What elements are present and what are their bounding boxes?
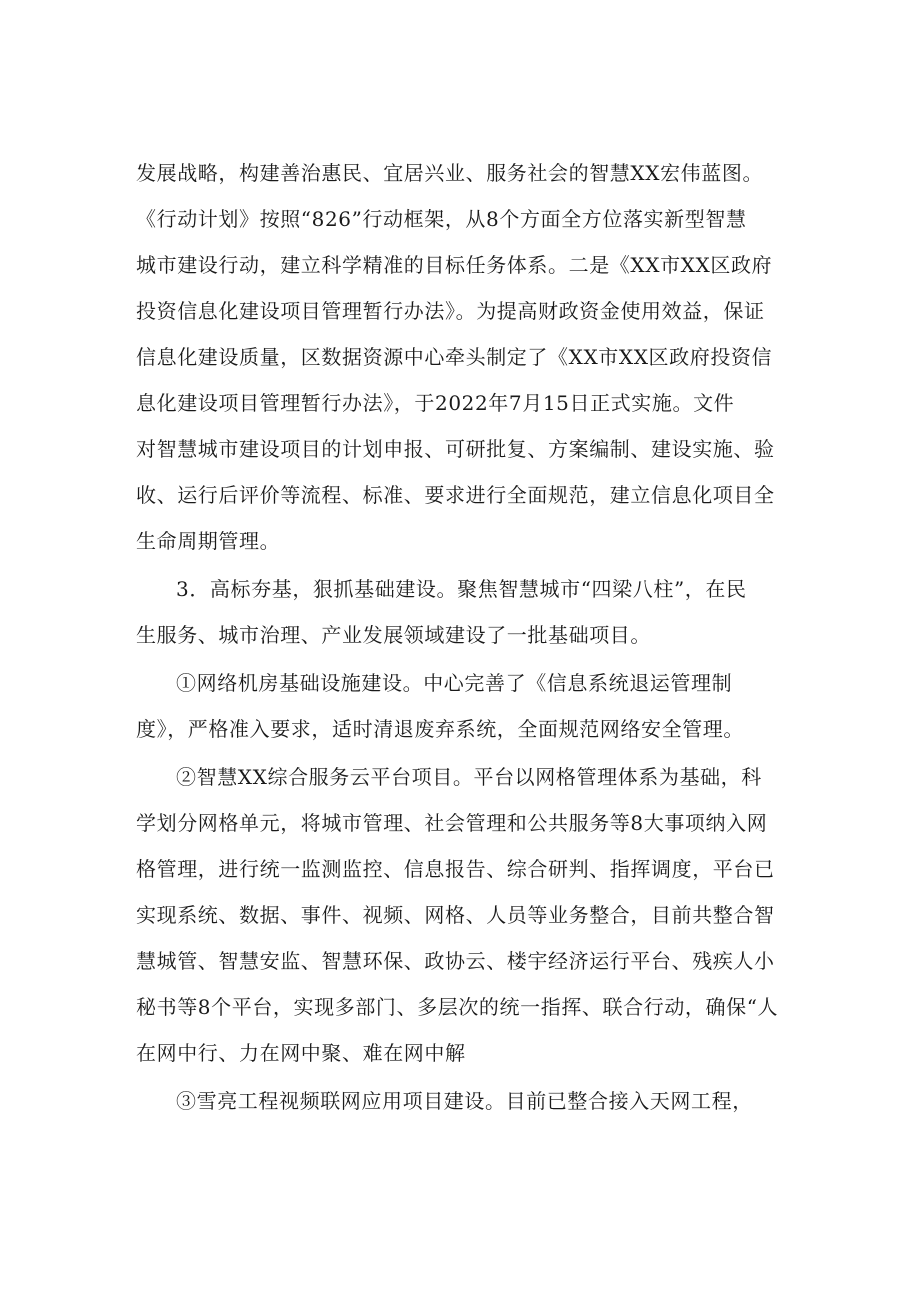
- text-line: 信息化建设质量，区数据资源中心牵头制定了《XX市XX区政府投资信: [136, 345, 773, 369]
- section-heading-line: 3．高标夯基，狠抓基础建设。聚焦智慧城市“四梁八柱”，在民: [176, 577, 747, 601]
- text-line: 《行动计划》按照“826”行动框架，从8个方面全方位落实新型智慧: [136, 207, 747, 231]
- text-line: 秘书等8个平台，实现多部门、多层次的统一指挥、联合行动，确保“人: [136, 995, 779, 1019]
- text-line: 生服务、城市治理、产业发展领域建设了一批基础项目。: [136, 623, 651, 647]
- text-line: 在网中行、力在网中聚、难在网中解: [136, 1041, 466, 1065]
- text-line: 城市建设行动，建立科学精准的目标任务体系。二是《XX市XX区政府: [136, 253, 773, 277]
- text-line: 度》，严格准入要求，适时清退废弃系统，全面规范网络安全管理。: [136, 717, 744, 741]
- list-item-line: ②智慧XX综合服务云平台项目。平台以网格管理体系为基础，科: [176, 765, 762, 789]
- document-body: [136, 150, 796, 1124]
- text-line: 息化建设项目管理暂行办法》，于2022年7月15日正式实施。文件: [136, 391, 735, 415]
- text-line: 对智慧城市建设项目的计划申报、可研批复、方案编制、建设实施、验: [136, 437, 775, 461]
- list-item-line: ③雪亮工程视频联网应用项目建设。目前已整合接入天网工程，: [176, 1089, 753, 1113]
- text-line: 收、运行后评价等流程、标准、要求进行全面规范，建立信息化项目全: [136, 483, 775, 507]
- text-line: 生命周期管理。: [136, 529, 281, 553]
- text-line: 慧城管、智慧安监、智慧环保、政协云、楼宇经济运行平台、残疾人小: [136, 949, 775, 973]
- text-line: 格管理，进行统一监测监控、信息报告、综合研判、指挥调度，平台已: [136, 857, 775, 881]
- text-line: 学划分网格单元，将城市管理、社会管理和公共服务等8大事项纳入网: [136, 811, 768, 835]
- text-line: 实现系统、数据、事件、视频、网格、人员等业务整合，目前共整合智: [136, 903, 775, 927]
- list-item-line: ①网络机房基础设施建设。中心完善了《信息系统退运管理制: [176, 671, 733, 695]
- text-line: 投资信息化建设项目管理暂行办法》。为提高财政资金使用效益，保证: [136, 299, 765, 323]
- text-line: 发展战略，构建善治惠民、宜居兴业、服务社会的智慧XX宏伟蓝图。: [136, 161, 764, 185]
